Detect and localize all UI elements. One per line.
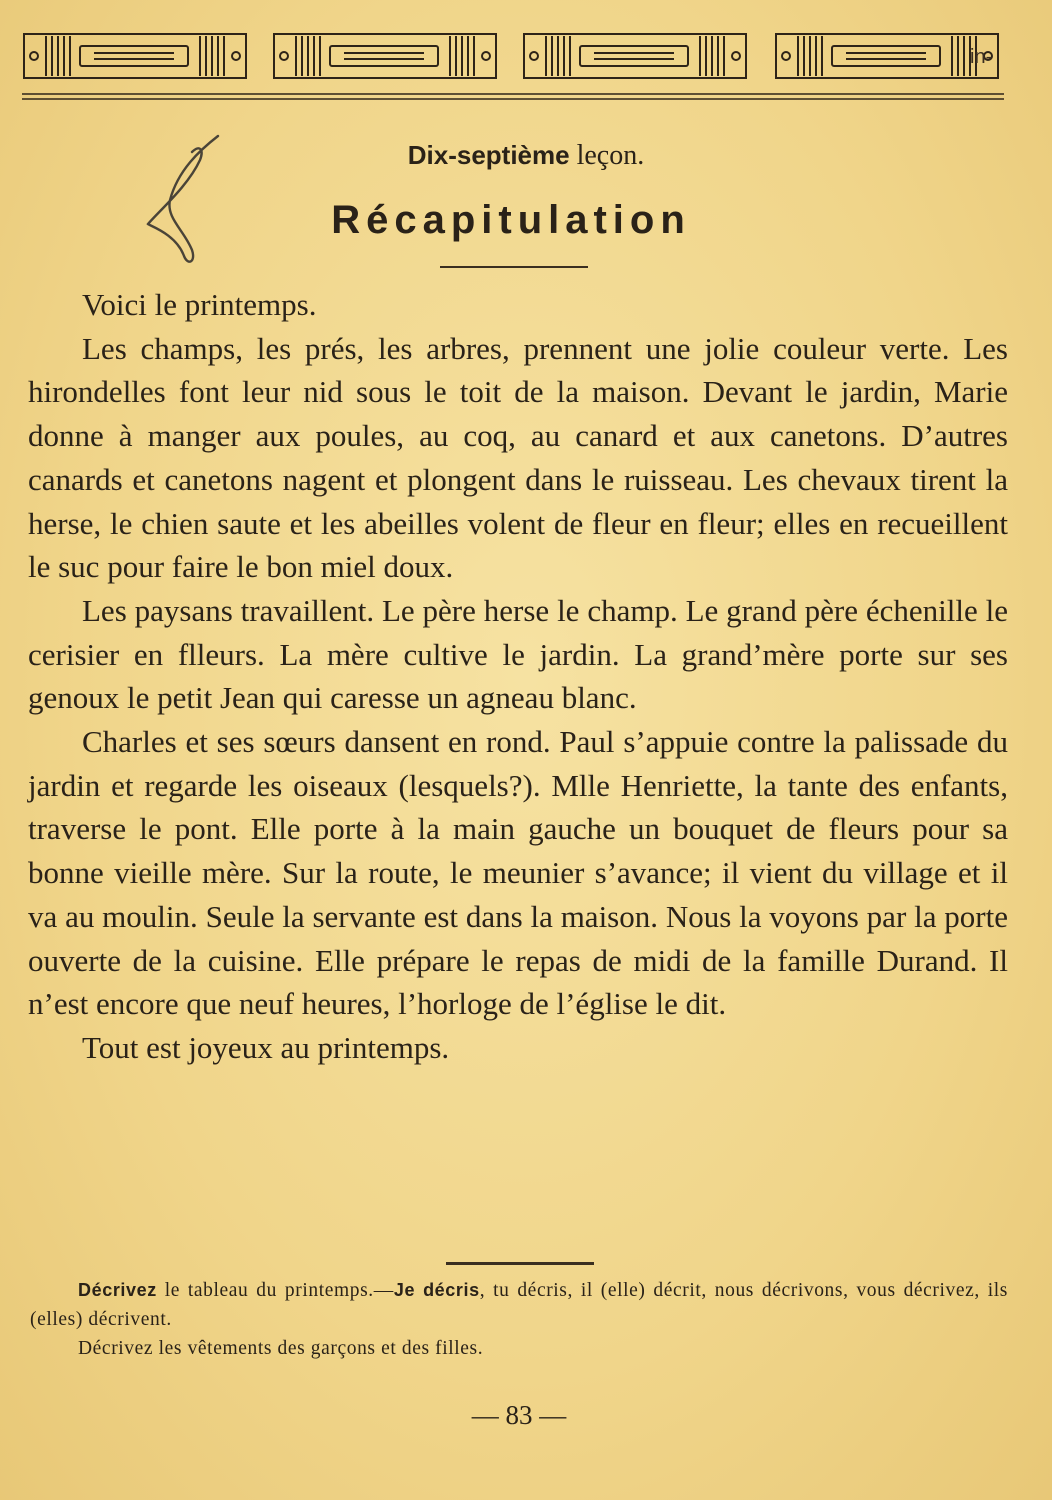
paragraph: Les paysans travaillent. Le père herse le champ. Le grand père échenille le cerisier en flleurs. La mère cultive le jardin. La grand’mère porte sur ses genoux le petit Jean qui caresse un agneau blanc. (28, 592, 1008, 716)
exercise-keyword: Je décris (393, 1280, 480, 1300)
paragraph: Les champs, les prés, les arbres, prennent une jolie couleur verte. Les hirondelles font leur nid sous le toit de la maison. Devant le jardin, Marie donne à manger aux poules, au coq, au canard et aux canetons. D’autres canards et canetons nagent et plongent dans le ruisseau. Les chevaux tirent la herse, le chien saute et les abeilles volent de fleur en fleur; elles en recueillent le suc pour faire le bon miel doux. (28, 330, 1008, 585)
paragraph: Charles et ses sœurs dansent en rond. Paul s’appuie contre la palissade du jardin et regarde les oiseaux (lesquels?). Mlle Henriette, la tante des enfants, traverse le pont. Elle porte à la main gauche un bouquet de fleurs pour sa bonne vieille mère. Sur la route, le meunier s’avance; il vient du village et il va au moulin. Seule la servante est dans la maison. Nous la voyons par la porte ouverte de la cuisine. Elle prépare le repas de midi de la famille Durand. Il n’est encore que neuf heures, l’horloge de l’église le dit. (28, 724, 1008, 1022)
exercise-line: Décrivez les vêtements des garçons et des filles. (78, 1338, 484, 1359)
paragraph: Tout est joyeux au printemps. (82, 1029, 450, 1065)
exercise-notes (30, 1276, 1008, 1363)
exercise-keyword: Décrivez (78, 1280, 157, 1300)
title-divider (440, 266, 588, 268)
paragraph: Voici le printemps. (82, 287, 317, 322)
ornamental-border-icon (22, 22, 1004, 102)
lesson-number: Dix-septième (407, 140, 570, 170)
lesson-heading (0, 140, 1052, 172)
lesson-word: leçon. (576, 140, 645, 171)
reading-text (28, 283, 1008, 1070)
exercise-line: Décrivez le tableau du printemps.—Je décris, tu décris, il (elle) décrit, nous décrivons, vous décrivez, ils (elles) décrivent. (30, 1280, 1008, 1330)
page-title: Récapitulation (331, 198, 691, 242)
header-corner-fragment: in- (970, 46, 993, 68)
page-number: — 83 — (471, 1400, 567, 1430)
exercise-divider (446, 1262, 594, 1265)
